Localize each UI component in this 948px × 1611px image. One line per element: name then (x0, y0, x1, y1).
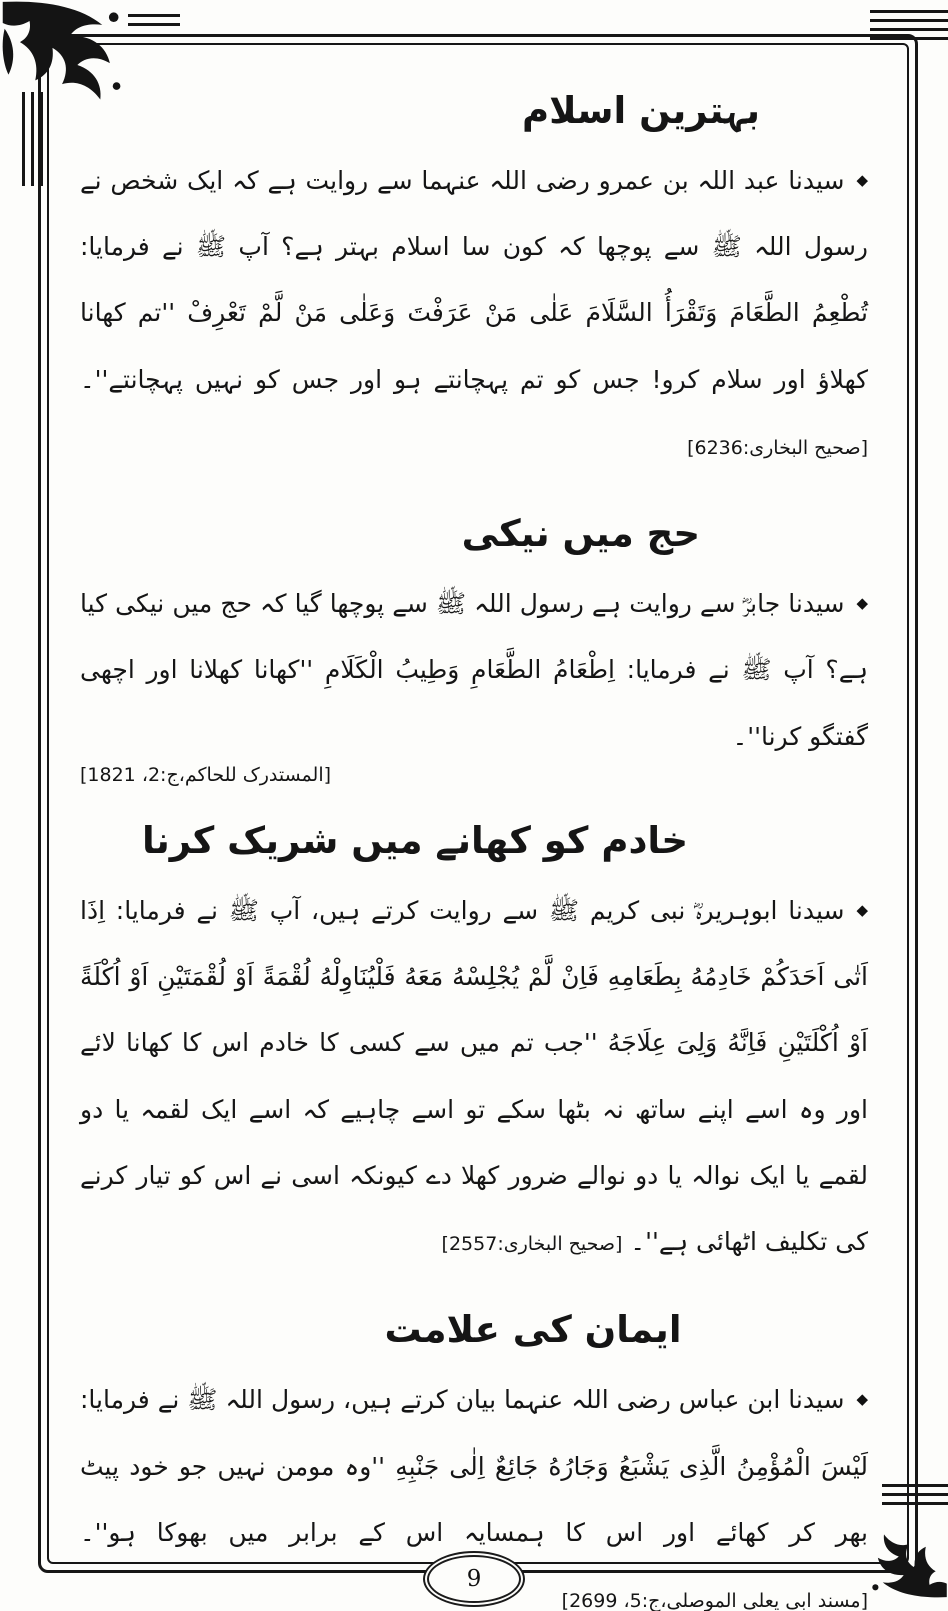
page-number: 9 (466, 1566, 482, 1592)
bullet-diamond-icon: ◆ (856, 594, 868, 613)
section-sharing-food-with-servant (80, 816, 868, 1275)
edge-bars-left (22, 92, 43, 186)
hadith-paragraph (80, 148, 868, 479)
bullet-diamond-icon: ◆ (856, 900, 868, 919)
hadith-text: سیدنا ابن عباس رضی اللہ عنہما بیان کرتے ہیں، رسول اللہ ﷺ نے فرمایا: لَیْسَ الْمُؤْمِنُ الَّذِی یَشْبَعُ وَجَارُهُ جَائِعٌ اِلٰی جَنْبِهِ ''وہ مومن نہیں جو خود پیٹ بھر کر کھائے اور اس کا ہمسایہ اس کے برابر میں بھوکا ہو''۔ (80, 1385, 868, 1547)
section-goodness-in-hajj (80, 509, 868, 786)
bullet-diamond-icon: ◆ (856, 170, 868, 189)
reference-citation: [المستدرک للحاکم،ج:2، 1821] (80, 763, 332, 786)
section-heading: بہترین اسلام (521, 89, 760, 132)
edge-lines-top-left (128, 14, 180, 32)
hadith-text: سیدنا ابوہریرہؓ نبی کریم ﷺ سے روایت کرتے ہیں، آپ ﷺ نے فرمایا: اِذَا اَتٰی اَحَدَکُمْ خَادِمُهُ بِطَعَامِهِ فَاِنْ لَّمْ یُجْلِسْهُ مَعَهُ فَلْیُنَاوِلْهُ لُقْمَةً اَوْ لُقْمَتَیْنِ اَوْ اُکْلَةً اَوْ اُکْلَتَیْنِ فَاِنَّهُ وَلِیَ عِلَاجَهُ ''جب تم میں سے کسی کا خادم اس کا کھانا لائے اور وہ اسے اپنے ساتھ نہ بٹھا سکے تو اسے چاہیے کہ اسے ایک لقمہ یا دو لقمے یا ایک نوالہ یا دو نوالے ضرور کھلا دے کیونکہ اسی نے اس کو تیار کرنے کی تکلیف اٹھائی ہے''۔ (80, 895, 868, 1257)
edge-lines-bottom-right (882, 1484, 948, 1511)
section-heading: خادم کو کھانے میں شریک کرنا (141, 818, 688, 862)
reference-citation: [صحیح البخاری:2557] (441, 1233, 623, 1256)
reference-citation: [مسند ابی یعلی الموصلی،ج:5، 2699] (561, 1590, 868, 1611)
hadith-text: سیدنا جابرؓ سے روایت ہے رسول اللہ ﷺ سے پوچھا گیا کہ حج میں نیکی کیا ہے؟ آپ ﷺ نے فرمایا: اِطْعَامُ الطَّعَامِ وَطِیبُ الْکَلَامِ ''کھانا کھلانا اور اچھی گفتگو کرنا''۔ (80, 589, 868, 751)
edge-lines-top-right (870, 10, 948, 46)
section-heading: حج میں نیکی (461, 512, 700, 556)
page-content (80, 86, 868, 1611)
corner-ornament-top-left-icon (0, 0, 126, 110)
bullet-diamond-icon: ◆ (856, 1390, 868, 1409)
reference-citation: [صحیح البخاری:6236] (687, 436, 868, 459)
corner-ornament-bottom-right-icon (868, 1515, 948, 1611)
hadith-text: سیدنا عبد اللہ بن عمرو رضی اللہ عنہما سے روایت ہے کہ ایک شخص نے رسول اللہ ﷺ سے پوچھا کہ کون سا اسلام بہتر ہے؟ آپ ﷺ نے فرمایا: تُطْعِمُ الطَّعَامَ وَتَقْرَأُ السَّلَامَ عَلٰی مَنْ عَرَفْتَ وَعَلٰی مَنْ لَّمْ تَعْرِفْ ''تم کھانا کھلاؤ اور سلام کرو! جس کو تم پہچانتے ہو اور جس کو نہیں پہچانتے''۔ (80, 165, 868, 394)
hadith-paragraph (80, 571, 868, 770)
hadith-paragraph (80, 878, 868, 1276)
page-number-badge (423, 1551, 525, 1607)
section-heading: ایمان کی علامت (384, 1308, 682, 1352)
section-best-islam (80, 86, 868, 479)
